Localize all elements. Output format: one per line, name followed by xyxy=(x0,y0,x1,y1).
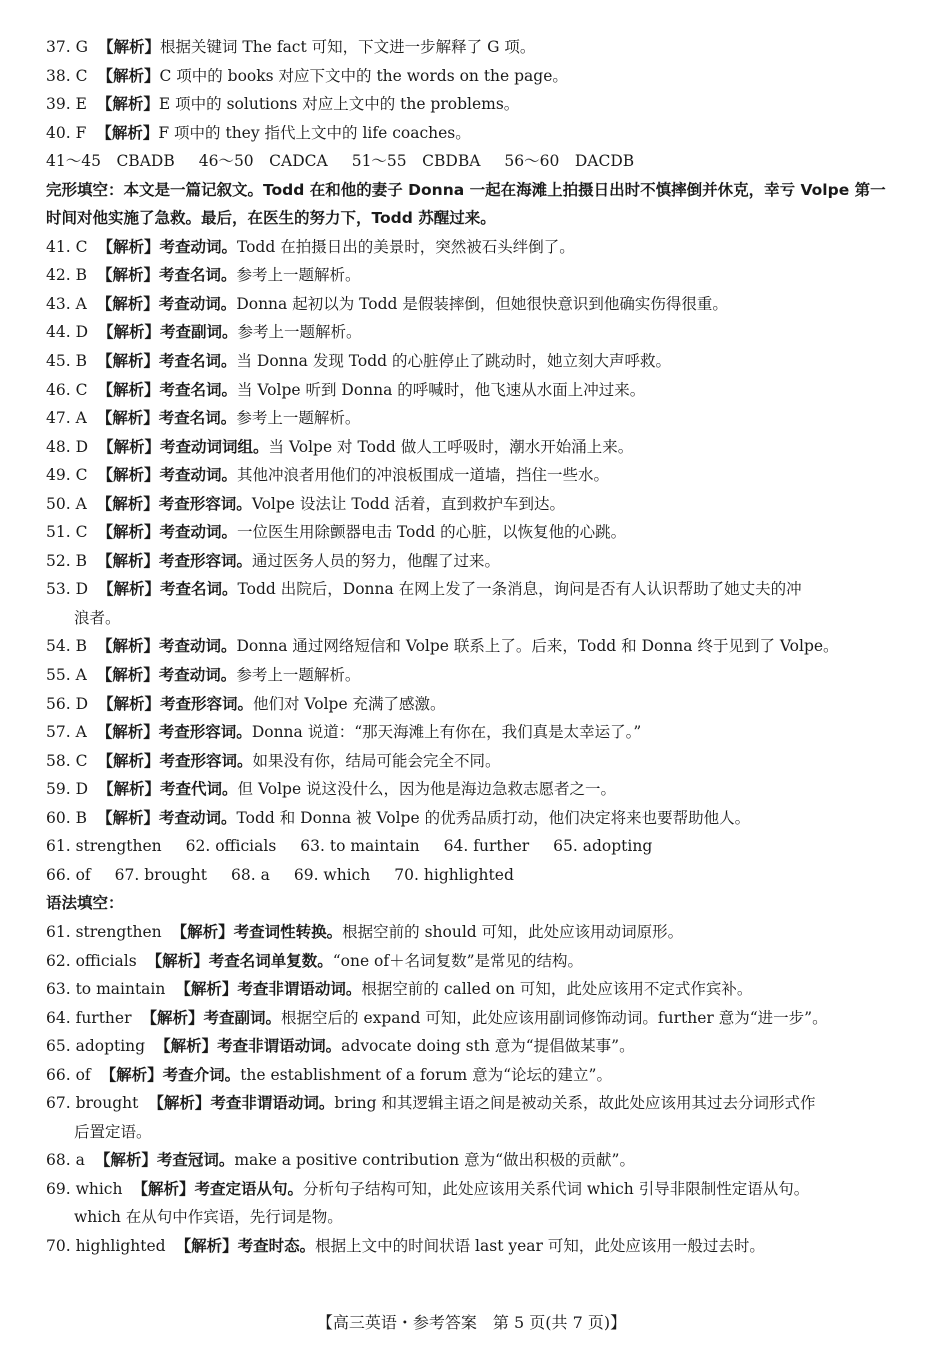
analysis-tag: 【解析】 xyxy=(97,237,160,256)
item-text: 但 Volpe 说这没什么，因为他是海边急救志愿者之一。 xyxy=(237,780,617,799)
item-text: Donna 说道：“那天海滩上有你在，我们真是太幸运了。” xyxy=(251,723,642,742)
answer-item xyxy=(46,318,898,347)
answer-item xyxy=(46,1061,898,1090)
grammar-answer-row xyxy=(46,861,898,890)
item-number: 37. G xyxy=(46,38,88,56)
grammar-answer: 63. to maintain xyxy=(300,837,420,856)
analysis-tag: 【解析】 xyxy=(98,580,161,599)
item-continuation: 后置定语。 xyxy=(74,1122,152,1141)
item-topic: 考查形容词。 xyxy=(158,723,252,742)
item-number: 49. C xyxy=(46,466,88,485)
grammar-answer: 65. adopting xyxy=(553,837,653,856)
item-number: 48. D xyxy=(46,437,89,456)
item-number: 65. adopting xyxy=(46,1037,146,1056)
item-topic: 考查词性转换。 xyxy=(233,922,343,941)
answer-item xyxy=(46,975,898,1004)
answer-item xyxy=(46,1232,898,1261)
answer-item xyxy=(46,33,898,62)
item-number: 69. which xyxy=(46,1179,123,1198)
answer-item xyxy=(46,261,898,290)
item-number: 50. A xyxy=(46,494,87,513)
cloze-summary: 完形填空：本文是一篇记叙文。Todd 在和他的妻子 Donna 一起在海滩上拍摄日出时不慎摔倒并休克，幸亏 Volpe 第一时间对他实施了急救。最后，在医生的努力下，Todd 苏醒过来。 xyxy=(46,180,886,228)
answer-item xyxy=(46,433,898,462)
analysis-tag: 【解析】 xyxy=(96,294,159,313)
grammar-answer: 62. officials xyxy=(185,837,277,856)
item-topic: 考查定语从句。 xyxy=(194,1179,303,1198)
item-text: Donna 通过网络短信和 Volpe 联系上了。后来，Todd 和 Donna 终于见到了 Volpe。 xyxy=(236,637,839,656)
analysis-tag: 【解析】 xyxy=(98,323,161,342)
analysis-tag: 【解析】 xyxy=(141,1008,204,1027)
item-text: 参考上一题解析。 xyxy=(236,266,361,285)
item-topic: 考查冠词。 xyxy=(156,1151,235,1170)
answer-item xyxy=(46,62,898,91)
answer-item xyxy=(46,918,898,947)
analysis-tag: 【解析】 xyxy=(96,409,159,428)
cloze-answer-group: 41～45 CBADB xyxy=(46,152,175,171)
analysis-tag: 【解析】 xyxy=(96,266,159,285)
item-text: Todd 在拍摄日出的美景时，突然被石头绊倒了。 xyxy=(236,237,575,256)
item-text: Volpe 设法让 Todd 活着，直到救护车到达。 xyxy=(251,494,566,513)
item-number: 47. A xyxy=(46,409,87,428)
page-footer: 【高三英语・参考答案 第 5 页(共 7 页)】 xyxy=(316,1313,627,1332)
answer-item xyxy=(46,775,898,804)
analysis-tag: 【解析】 xyxy=(132,1179,195,1198)
item-continuation: which 在从句中作宾语，先行词是物。 xyxy=(74,1208,343,1227)
item-topic: 考查名词。 xyxy=(158,409,237,428)
item-topic: 考查动词。 xyxy=(158,637,237,656)
item-topic: 考查形容词。 xyxy=(159,751,253,770)
answer-item xyxy=(46,1032,898,1061)
analysis-tag: 【解析】 xyxy=(96,95,159,114)
analysis-tag: 【解析】 xyxy=(96,494,159,513)
item-topic: 考查动词。 xyxy=(159,466,237,485)
cloze-answer-row xyxy=(46,147,898,176)
analysis-tag: 【解析】 xyxy=(100,1065,163,1084)
grammar-answer: 68. a xyxy=(231,865,270,884)
answer-item xyxy=(46,804,898,833)
answer-item xyxy=(46,90,898,119)
analysis-tag: 【解析】 xyxy=(96,637,159,656)
answer-item xyxy=(46,661,898,690)
answer-item xyxy=(46,1004,898,1033)
item-text: 参考上一题解析。 xyxy=(236,666,361,685)
answer-content xyxy=(46,33,898,1261)
item-topic: 考查动词。 xyxy=(158,294,237,313)
item-topic: 考查名词。 xyxy=(159,380,237,399)
item-number: 52. B xyxy=(46,551,87,570)
item-text: 当 Volpe 对 Todd 做人工呼吸时，潮水开始涌上来。 xyxy=(268,437,634,456)
item-text: 根据空前的 should 可知，此处应该用动词原形。 xyxy=(342,922,684,941)
answer-item xyxy=(46,290,898,319)
item-text: 当 Volpe 听到 Donna 的呼喊时，他飞速从水面上冲过来。 xyxy=(236,380,646,399)
item-topic: 考查名词单复数。 xyxy=(208,951,333,970)
item-text: make a positive contribution 意为“做出积极的贡献”。 xyxy=(234,1151,635,1170)
item-text: advocate doing sth 意为“提倡做某事”。 xyxy=(341,1037,635,1056)
item-number: 40. F xyxy=(46,123,87,142)
item-number: 57. A xyxy=(46,723,87,742)
analysis-tag: 【解析】 xyxy=(96,808,159,827)
item-text: 根据空前的 called on 可知，此处应该用不定式作宾补。 xyxy=(361,980,753,999)
item-number: 70. highlighted xyxy=(46,1236,166,1255)
item-number: 56. D xyxy=(46,694,89,713)
item-text: F 项中的 they 指代上文中的 life coaches。 xyxy=(158,123,471,142)
item-number: 43. A xyxy=(46,294,87,313)
answer-item xyxy=(46,404,898,433)
answer-item xyxy=(46,575,898,604)
item-number: 51. C xyxy=(46,523,88,542)
analysis-tag: 【解析】 xyxy=(148,1094,211,1113)
item-number: 53. D xyxy=(46,580,89,599)
item-text: 参考上一题解析。 xyxy=(237,323,362,342)
item-text: “one of＋名词复数”是常见的结构。 xyxy=(332,951,584,970)
analysis-tag: 【解析】 xyxy=(96,666,159,685)
analysis-tag: 【解析】 xyxy=(155,1037,218,1056)
grammar-answer: 69. which xyxy=(293,865,371,884)
grammar-answer: 67. brought xyxy=(114,865,208,884)
answer-item xyxy=(46,947,898,976)
analysis-tag: 【解析】 xyxy=(97,66,160,85)
item-number: 55. A xyxy=(46,666,87,685)
answer-item xyxy=(46,690,898,719)
item-number: 39. E xyxy=(46,95,87,114)
item-text: 根据关键词 The fact 可知，下文进一步解释了 G 项。 xyxy=(159,38,536,56)
item-number: 45. B xyxy=(46,352,87,371)
item-text: 参考上一题解析。 xyxy=(236,409,361,428)
item-topic: 考查代词。 xyxy=(160,780,238,799)
item-text: 其他冲浪者用他们的冲浪板围成一道墙，挡住一些水。 xyxy=(236,466,609,485)
item-topic: 考查动词。 xyxy=(158,808,237,827)
item-topic: 考查名词。 xyxy=(160,580,238,599)
item-number: 67. brought xyxy=(46,1094,139,1113)
grammar-answer-row xyxy=(46,832,898,861)
item-number: 61. strengthen xyxy=(46,922,162,941)
analysis-tag: 【解析】 xyxy=(94,1151,157,1170)
item-text: 如果没有你，结局可能会完全不同。 xyxy=(252,751,501,770)
item-number: 38. C xyxy=(46,66,88,85)
item-text: Todd 出院后，Donna 在网上发了一条消息，询问是否有人认识帮助了她丈夫的冲 xyxy=(237,580,802,599)
item-number: 68. a xyxy=(46,1151,85,1170)
answer-item xyxy=(46,233,898,262)
answer-item xyxy=(46,1146,898,1175)
grammar-answer: 64. further xyxy=(443,837,530,856)
item-number: 64. further xyxy=(46,1008,132,1027)
answer-item xyxy=(46,347,898,376)
item-continuation: 浪者。 xyxy=(74,608,121,627)
item-text: Donna 起初以为 Todd 是假装摔倒，但她很快意识到他确实伤得很重。 xyxy=(236,294,728,313)
answer-item xyxy=(46,376,898,405)
item-topic: 考查名词。 xyxy=(158,352,237,371)
answer-item xyxy=(46,547,898,576)
item-text: 通过医务人员的努力，他醒了过来。 xyxy=(252,551,501,570)
item-text: 他们对 Volpe 充满了感激。 xyxy=(253,694,446,713)
cloze-answer-group: 51～55 CBDBA xyxy=(351,152,481,171)
answer-item xyxy=(46,1089,898,1118)
item-text: E 项中的 solutions 对应上文中的 the problems。 xyxy=(158,95,520,114)
item-topic: 考查动词。 xyxy=(159,237,237,256)
analysis-tag: 【解析】 xyxy=(96,123,159,142)
item-topic: 考查形容词。 xyxy=(158,551,252,570)
item-text: 当 Donna 发现 Todd 的心脏停止了跳动时，她立刻大声呼救。 xyxy=(236,352,671,371)
cloze-answer-group: 56～60 DACDB xyxy=(504,152,635,171)
analysis-tag: 【解析】 xyxy=(96,723,159,742)
analysis-tag: 【解析】 xyxy=(175,980,238,999)
answer-item xyxy=(46,119,898,148)
answer-item xyxy=(46,1175,898,1204)
cloze-answer-group: 46～50 CADCA xyxy=(198,152,328,171)
answer-item xyxy=(46,518,898,547)
analysis-tag: 【解析】 xyxy=(146,951,209,970)
item-text: 一位医生用除颤器电击 Todd 的心脏，以恢复他的心跳。 xyxy=(236,523,627,542)
analysis-tag: 【解析】 xyxy=(98,694,161,713)
item-text: 根据空后的 expand 可知，此处应该用副词修饰动词。further 意为“进一步”。 xyxy=(281,1008,828,1027)
item-topic: 考查副词。 xyxy=(203,1008,282,1027)
item-topic: 考查非谓语动词。 xyxy=(237,980,362,999)
item-topic: 考查动词。 xyxy=(158,666,237,685)
item-text: the establishment of a forum 意为“论坛的建立”。 xyxy=(240,1065,612,1084)
item-number: 63. to maintain xyxy=(46,980,166,999)
item-number: 62. officials xyxy=(46,951,137,970)
analysis-tag: 【解析】 xyxy=(97,751,160,770)
answer-item xyxy=(46,461,898,490)
item-topic: 考查非谓语动词。 xyxy=(210,1094,335,1113)
item-number: 44. D xyxy=(46,323,89,342)
item-topic: 考查形容词。 xyxy=(158,494,252,513)
item-topic: 考查非谓语动词。 xyxy=(217,1037,342,1056)
analysis-tag: 【解析】 xyxy=(96,551,159,570)
item-topic: 考查副词。 xyxy=(160,323,238,342)
analysis-tag: 【解析】 xyxy=(96,352,159,371)
item-number: 60. B xyxy=(46,808,87,827)
item-text: Todd 和 Donna 被 Volpe 的优秀品质打动，他们决定将来也要帮助他人。 xyxy=(236,808,751,827)
answer-item xyxy=(46,490,898,519)
item-number: 66. of xyxy=(46,1065,91,1084)
item-number: 54. B xyxy=(46,637,87,656)
analysis-tag: 【解析】 xyxy=(171,922,234,941)
item-number: 42. B xyxy=(46,266,87,285)
item-number: 46. C xyxy=(46,380,88,399)
item-topic: 考查动词。 xyxy=(159,523,237,542)
item-text: bring 和其逻辑主语之间是被动关系，故此处应该用其过去分词形式作 xyxy=(334,1094,816,1113)
answer-item xyxy=(46,718,898,747)
item-topic: 考查动词词组。 xyxy=(160,437,269,456)
item-text: 根据上文中的时间状语 last year 可知，此处应该用一般过去时。 xyxy=(315,1236,765,1255)
item-number: 59. D xyxy=(46,780,89,799)
item-topic: 考查介词。 xyxy=(162,1065,241,1084)
grammar-heading: 语法填空： xyxy=(46,894,124,913)
analysis-tag: 【解析】 xyxy=(98,437,161,456)
item-topic: 考查时态。 xyxy=(237,1236,316,1255)
grammar-answer: 66. of xyxy=(46,865,91,884)
item-topic: 考查形容词。 xyxy=(160,694,254,713)
analysis-tag: 【解析】 xyxy=(97,380,160,399)
analysis-tag: 【解析】 xyxy=(97,466,160,485)
answer-item xyxy=(46,747,898,776)
analysis-tag: 【解析】 xyxy=(97,38,160,56)
grammar-answer: 61. strengthen xyxy=(46,837,162,856)
analysis-tag: 【解析】 xyxy=(97,523,160,542)
analysis-tag: 【解析】 xyxy=(98,780,161,799)
item-topic: 考查名词。 xyxy=(158,266,237,285)
item-text: C 项中的 books 对应下文中的 the words on the page。 xyxy=(159,66,568,85)
grammar-answer: 70. highlighted xyxy=(394,865,514,884)
item-number: 41. C xyxy=(46,237,88,256)
item-text: 分析句子结构可知，此处应该用关系代词 which 引导非限制性定语从句。 xyxy=(302,1179,810,1198)
analysis-tag: 【解析】 xyxy=(175,1236,238,1255)
answer-item xyxy=(46,632,898,661)
item-number: 58. C xyxy=(46,751,88,770)
